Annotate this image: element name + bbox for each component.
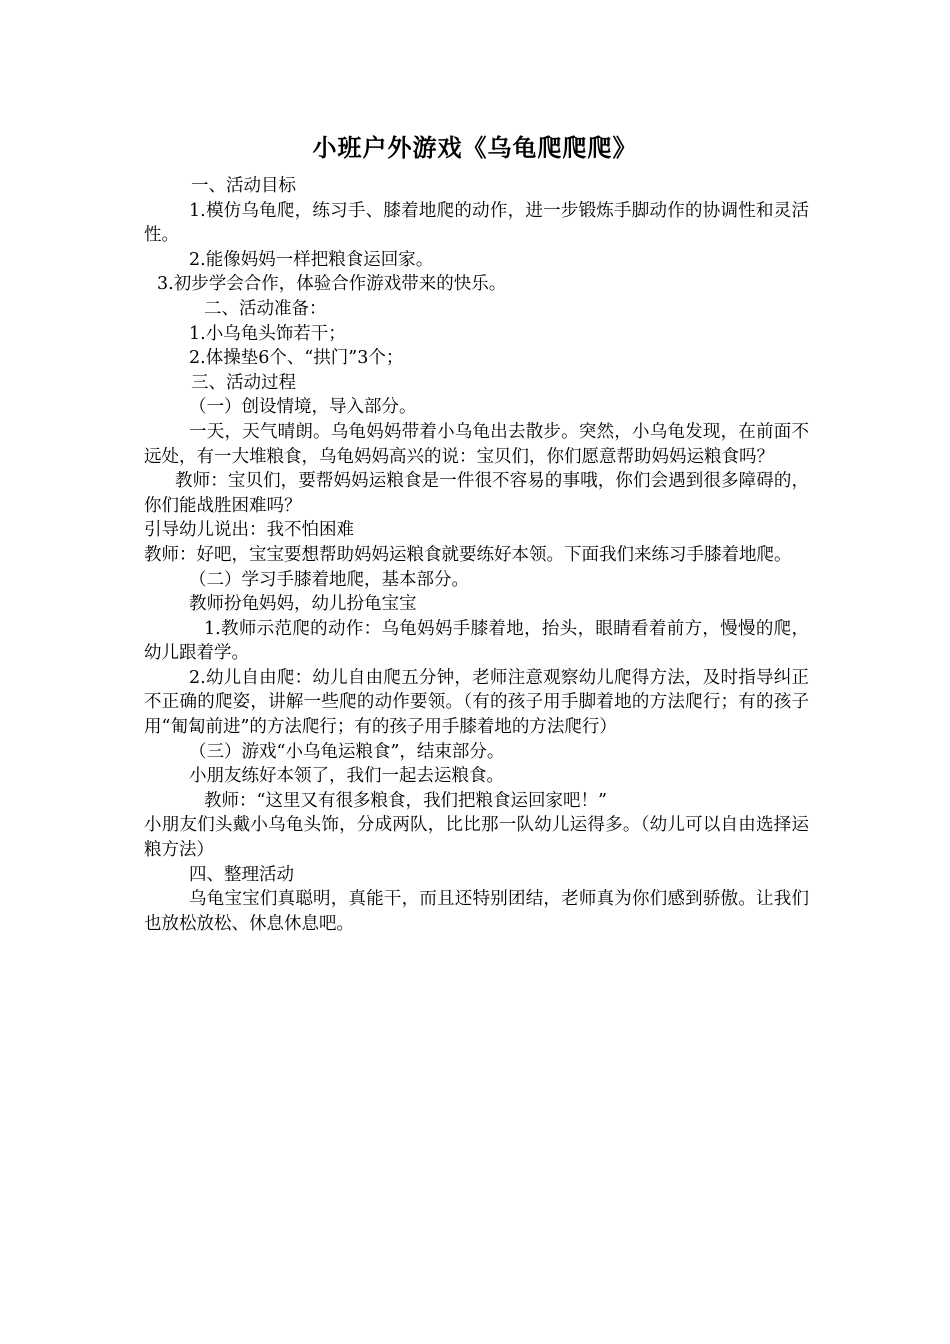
free-crawl-item: 2.幼儿自由爬：幼儿自由爬五分钟，老师注意观察幼儿爬得方法，及时指导纠正不正确的爬姿，讲解一些爬的动作要领。（有的孩子用手脚着地的方法爬行；有的孩子用“匍匐前进”的方法爬行；有的孩子用手膝着地的方法爬行） xyxy=(144,667,809,738)
child-response: 引导幼儿说出：我不怕困难 xyxy=(144,520,354,541)
game-intro: 小朋友练好本领了，我们一起去运粮食。 xyxy=(189,766,504,787)
document-title: 小班户外游戏《乌龟爬爬爬》 xyxy=(312,134,638,162)
game-rules: 小朋友们头戴小乌龟头饰，分成两队，比比那一队幼儿运得多。（幼儿可以自由选择运粮方法） xyxy=(144,815,809,861)
demonstration-item: 1.教师示范爬的动作：乌龟妈妈手膝着地，抬头，眼睛看着前方，慢慢的爬，幼儿跟着学。 xyxy=(144,618,809,664)
preparation-item-2: 2.体操垫6个、“拱门”3个； xyxy=(189,348,404,369)
section-heading-wrapup: 四、整理活动 xyxy=(189,864,294,885)
teacher-dialogue-2: 教师：好吧，宝宝要想帮助妈妈运粮食就要练好本领。下面我们来练习手膝着地爬。 xyxy=(144,544,792,565)
goal-item-1: 1.模仿乌龟爬，练习手、膝着地爬的动作，进一步锻炼手脚动作的协调性和灵活性。 xyxy=(144,200,809,246)
goal-item-3: 3.初步学会合作，体验合作游戏带来的快乐。 xyxy=(157,274,507,295)
role-assignment: 教师扮龟妈妈，幼儿扮龟宝宝 xyxy=(189,594,417,615)
goal-item-2: 2.能像妈妈一样把粮食运回家。 xyxy=(189,249,434,270)
section-heading-goals: 一、活动目标 xyxy=(191,176,296,196)
process-story-paragraph: 一天，天气晴朗。乌龟妈妈带着小乌龟出去散步。突然，小乌龟发现，在前面不远处，有一大堆粮食，乌龟妈妈高兴的说：宝贝们，你们愿意帮助妈妈运粮食吗？ xyxy=(144,421,809,467)
process-step-3-heading: （三）游戏“小乌龟运粮食”，结束部分。 xyxy=(189,741,505,762)
teacher-dialogue-1: 教师：宝贝们，要帮妈妈运粮食是一件很不容易的事哦，你们会遇到很多障碍的，你们能战胜困难吗？ xyxy=(144,471,809,516)
document-body xyxy=(144,174,809,936)
section-heading-process: 三、活动过程 xyxy=(191,372,296,393)
closing-paragraph: 乌龟宝宝们真聪明，真能干，而且还特别团结，老师真为你们感到骄傲。让我们也放松放松、休息休息吧。 xyxy=(144,889,809,934)
section-heading-preparation: 二、活动准备： xyxy=(204,298,327,319)
process-step-2-heading: （二）学习手膝着地爬，基本部分。 xyxy=(189,569,469,590)
preparation-item-1: 1.小乌龟头饰若干； xyxy=(189,323,346,344)
teacher-dialogue-3: 教师：“这里又有很多粮食，我们把粮食运回家吧！” xyxy=(204,790,607,811)
process-step-1-heading: （一）创设情境，导入部分。 xyxy=(189,397,417,418)
